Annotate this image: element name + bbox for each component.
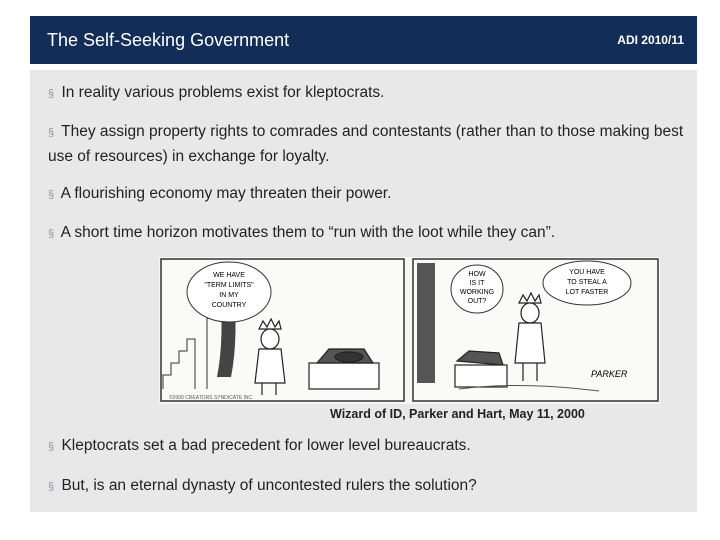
bubble-1-line-4: COUNTRY [211,302,247,309]
comic-strip-drawing [159,257,660,404]
bubble-1-line-2: "TERM LIMITS" [204,282,254,289]
bullet-text: A short time horizon motivates them to “run with the loot while they can”. [60,224,556,241]
comic-caption: Wizard of ID, Parker and Hart, May 11, 2000 [330,407,585,421]
bullet-4 [48,221,688,246]
slide-header [30,16,697,64]
bullet-text: But, is an eternal dynasty of uncontested rulers the solution? [61,477,477,494]
content-panel [30,70,697,512]
bubble-2-line-2: IS IT [469,280,485,287]
comic-strip [159,257,660,404]
bullet-marker: § [48,189,55,201]
doorway-drawing [417,263,435,383]
bullet-marker: § [48,88,55,100]
bubble-1-line-1: WE HAVE [213,272,245,279]
bullet-text: Kleptocrats set a bad precedent for lower level bureaucrats. [61,437,471,454]
bullet-2 [48,120,688,168]
bubble-3-line-1: YOU HAVE [569,269,605,276]
slide-title: The Self-Seeking Government [47,30,290,50]
course-label: ADI 2010/11 [617,33,684,47]
artist-signature: PARKER [591,369,628,379]
bullet-3 [48,182,688,207]
bullet-marker: § [48,481,55,493]
bubble-2-line-1: HOW [468,271,486,278]
bullet-text: A flourishing economy may threaten their power. [60,185,392,202]
bubble-1-line-3: IN MY [219,292,239,299]
bubble-2-line-3: WORKING [459,289,495,296]
bullet-marker: § [48,228,55,240]
bullet-6 [48,474,688,499]
copyright-text: ©2000 CREATORS SYNDICATE INC. [169,395,254,401]
bullet-5 [48,434,688,459]
bullet-marker: § [48,127,55,139]
bubble-2-line-4: OUT? [467,298,487,305]
bubble-3-line-3: LOT FASTER [565,289,609,296]
desk-figure [455,351,507,387]
bullet-text: In reality various problems exist for kleptocrats. [61,84,385,101]
bullet-1 [48,81,688,106]
bullet-marker: § [48,441,55,453]
bubble-3-line-2: TO STEAL A [567,279,607,286]
bullet-text: They assign property rights to comrades and contestants (rather than to those making best use of resources) in exchange for loyalty. [48,123,684,165]
